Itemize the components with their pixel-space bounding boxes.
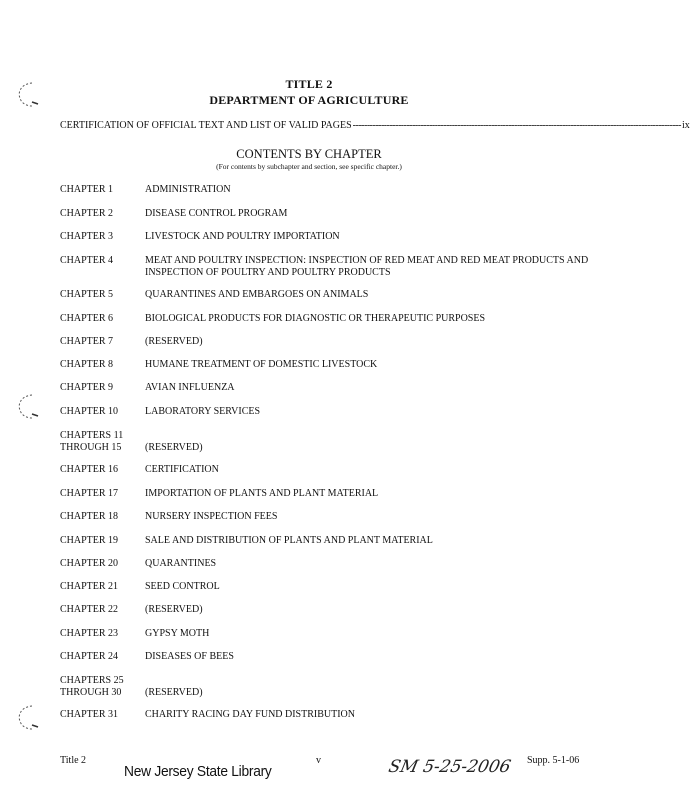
chapter-title: QUARANTINES AND EMBARGOES ON ANIMALS — [145, 289, 369, 300]
chapter-title: NURSERY INSPECTION FEES — [145, 511, 278, 522]
chapter-number: CHAPTER 18 — [60, 511, 119, 522]
chapter-number: CHAPTER 8 — [60, 359, 114, 370]
chapter-number: CHAPTERS 25 THROUGH 30 — [60, 675, 124, 698]
certification-line — [60, 120, 690, 131]
contents-note: (For contents by subchapter and section, see specific chapter.) — [216, 162, 402, 171]
chapter-number: CHAPTER 4 — [60, 255, 114, 266]
certification-page: ix — [681, 120, 690, 131]
library-stamp: New Jersey State Library — [124, 763, 272, 780]
chapter-title: SEED CONTROL — [145, 581, 220, 592]
footer-page-number: v — [316, 755, 321, 766]
chapter-title: BIOLOGICAL PRODUCTS FOR DIAGNOSTIC OR THERAPEUTIC PURPOSES — [145, 313, 486, 324]
title-number: TITLE 2 — [285, 77, 333, 91]
chapter-title: (RESERVED) — [145, 442, 203, 453]
chapter-title: CHARITY RACING DAY FUND DISTRIBUTION — [145, 709, 356, 720]
chapter-number: CHAPTER 3 — [60, 231, 114, 242]
chapter-number: CHAPTER 6 — [60, 313, 114, 324]
chapter-number: CHAPTER 21 — [60, 581, 119, 592]
chapter-number: CHAPTER 1 — [60, 184, 114, 195]
chapter-number: CHAPTER 5 — [60, 289, 114, 300]
chapter-title: CERTIFICATION — [145, 464, 219, 475]
chapter-title: GYPSY MOTH — [145, 628, 210, 639]
chapter-number: CHAPTER 16 — [60, 464, 119, 475]
chapter-number: CHAPTER 20 — [60, 558, 119, 569]
chapter-number: CHAPTER 17 — [60, 488, 119, 499]
handwritten-note — [386, 752, 525, 782]
chapter-title: SALE AND DISTRIBUTION OF PLANTS AND PLANT MATERIAL — [145, 535, 433, 546]
title-department: DEPARTMENT OF AGRICULTURE — [209, 93, 409, 107]
chapter-title: MEAT AND POULTRY INSPECTION: INSPECTION OF RED MEAT AND RED MEAT PRODUCTS AND INSPECTION OF POULTRY AND POULTRY PRODUCTS — [145, 255, 589, 278]
chapter-title: HUMANE TREATMENT OF DOMESTIC LIVESTOCK — [145, 359, 378, 370]
handwritten-note-text: SM 5-25-2006 — [386, 757, 513, 777]
footer-supplement: Supp. 5-1-06 — [527, 755, 580, 766]
chapter-title: IMPORTATION OF PLANTS AND PLANT MATERIAL — [145, 488, 379, 499]
chapter-title: (RESERVED) — [145, 336, 203, 347]
chapter-number: CHAPTER 22 — [60, 604, 119, 615]
contents-heading: CONTENTS BY CHAPTER — [236, 147, 382, 161]
chapter-number: CHAPTER 31 — [60, 709, 119, 720]
chapter-number: CHAPTER 24 — [60, 651, 119, 662]
chapter-number: CHAPTER 19 — [60, 535, 119, 546]
punch-hole-mark — [14, 703, 44, 733]
chapter-title: ADMINISTRATION — [145, 184, 231, 195]
chapter-title: (RESERVED) — [145, 687, 203, 698]
chapter-title: DISEASES OF BEES — [145, 651, 234, 662]
chapter-title: DISEASE CONTROL PROGRAM — [145, 208, 288, 219]
certification-label: CERTIFICATION OF OFFICIAL TEXT AND LIST OF VALID PAGES — [60, 120, 352, 131]
chapter-number: CHAPTERS 11 THROUGH 15 — [60, 430, 124, 453]
chapter-title: (RESERVED) — [145, 604, 203, 615]
chapter-number: CHAPTER 10 — [60, 406, 119, 417]
chapter-number: CHAPTER 23 — [60, 628, 119, 639]
certification-leader: -------------------------------------------------------------------------------------------------------------------- — [352, 120, 681, 131]
chapter-title: LIVESTOCK AND POULTRY IMPORTATION — [145, 231, 340, 242]
punch-hole-mark — [14, 392, 44, 422]
chapter-number: CHAPTER 9 — [60, 382, 114, 393]
chapter-number: CHAPTER 7 — [60, 336, 114, 347]
chapter-number: CHAPTER 2 — [60, 208, 114, 219]
footer-title: Title 2 — [60, 755, 87, 766]
chapter-title: AVIAN INFLUENZA — [145, 382, 235, 393]
chapter-title: LABORATORY SERVICES — [145, 406, 261, 417]
chapter-title: QUARANTINES — [145, 558, 217, 569]
